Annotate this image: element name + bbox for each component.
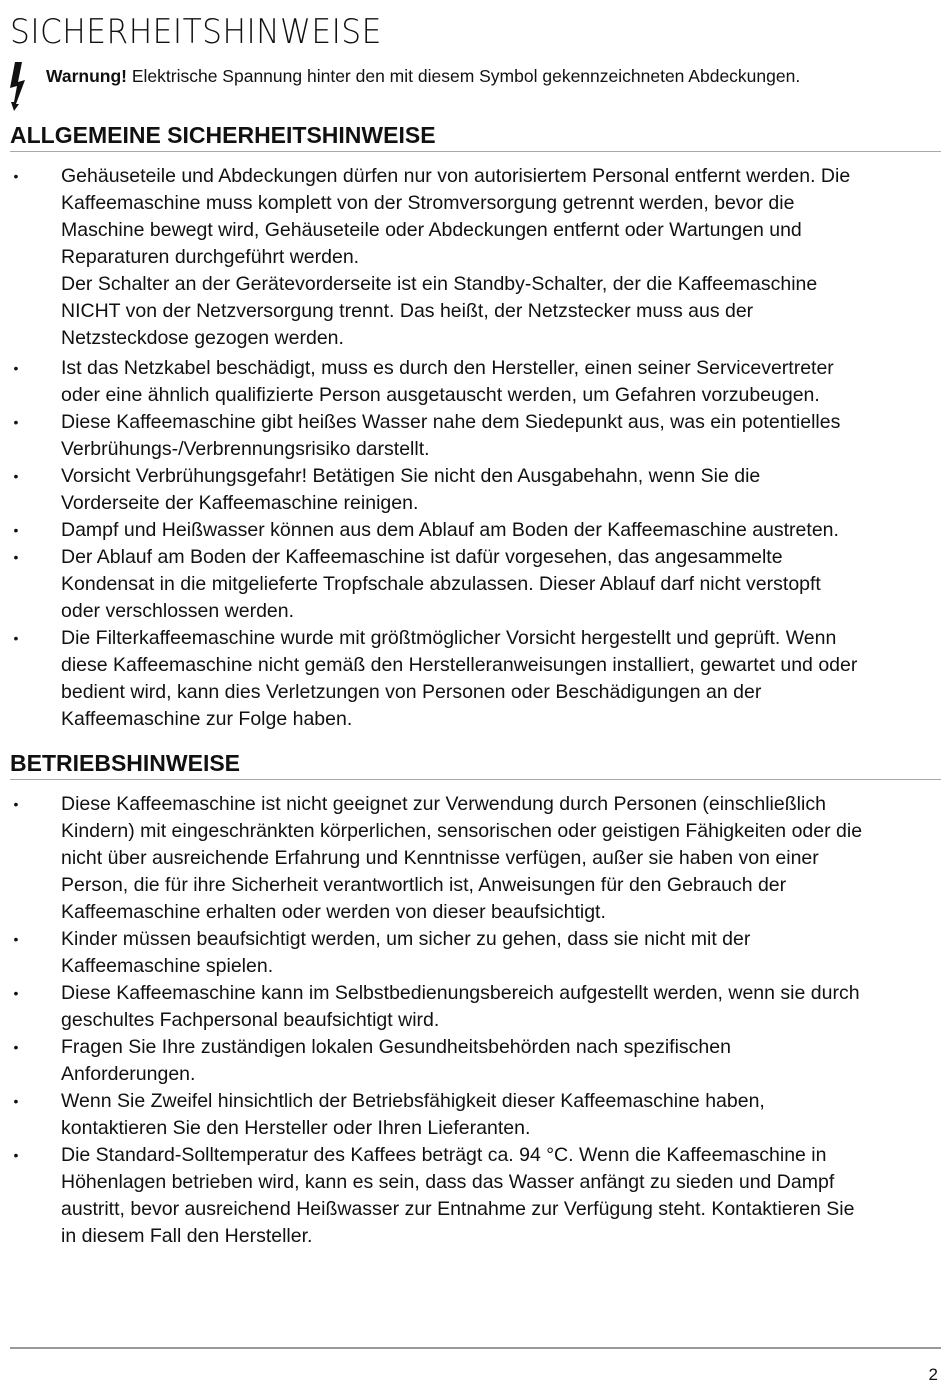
list-item-line: Maschine bewegt wird, Gehäuseteile oder Abdeckungen entfernt oder Wartungen und	[61, 219, 802, 241]
list-item-line: Die Standard-Solltemperatur des Kaffees beträgt ca. 94 °C. Wenn die Kaffeemaschine in	[61, 1144, 827, 1166]
list-item-line: Kinder müssen beaufsichtigt werden, um sicher zu gehen, dass sie nicht mit der	[61, 928, 751, 950]
list-item-line: NICHT von der Netzversorgung trennt. Das heißt, der Netzstecker muss aus der	[61, 300, 754, 322]
list-item	[10, 517, 942, 544]
list-item-line: oder verschlossen werden.	[61, 600, 295, 622]
list-item-line: Fragen Sie Ihre zuständigen lokalen Gesundheitsbehörden nach spezifischen	[61, 1036, 731, 1058]
list-item-line: Kindern) mit eingeschränkten körperlichen, sensorischen oder geistigen Fähigkeiten oder die	[61, 820, 863, 842]
list-item-line: nicht über ausreichende Erfahrung und Kenntnisse verfügen, außer sie haben von einer	[61, 847, 819, 869]
list-item-line: Diese Kaffeemaschine gibt heißes Wasser nahe dem Siedepunkt aus, was ein potentielles	[61, 411, 841, 433]
list-item	[10, 355, 942, 409]
list-item-line: Diese Kaffeemaschine ist nicht geeignet zur Verwendung durch Personen (einschließlich	[61, 793, 826, 815]
bullet-marker: •	[13, 360, 19, 376]
list-item	[10, 163, 942, 352]
list-item	[10, 1088, 942, 1142]
bullet-marker: •	[13, 630, 19, 646]
bullet-marker: •	[13, 796, 19, 812]
warning-message: Elektrische Spannung hinter den mit diesem Symbol gekennzeichneten Abdeckungen.	[127, 66, 801, 86]
list-item-line: Kondensat in die mitgelieferte Tropfschale abzulassen. Dieser Ablauf darf nicht verstopft	[61, 573, 821, 595]
page-number: 2	[928, 1365, 938, 1384]
list-item	[10, 544, 942, 625]
list-item	[10, 1142, 942, 1250]
list-item-line: geschultes Fachpersonal beaufsichtigt wird.	[61, 1009, 440, 1031]
list-item	[10, 463, 942, 517]
list-item-line: Kaffeemaschine spielen.	[61, 955, 274, 977]
list-item-line: Die Filterkaffeemaschine wurde mit größtmöglicher Vorsicht hergestellt und geprüft. Wenn	[61, 627, 837, 649]
operation-notes-list	[10, 791, 942, 1250]
list-item-line: Netzsteckdose gezogen werden.	[61, 327, 344, 349]
page-title: SICHERHEITSHINWEISE	[10, 12, 382, 52]
list-item-line: Gehäuseteile und Abdeckungen dürfen nur von autorisiertem Personal entfernt werden. Die	[61, 165, 851, 187]
list-item-line: Vorsicht Verbrühungsgefahr! Betätigen Sie nicht den Ausgabehahn, wenn Sie die	[61, 465, 761, 487]
list-item	[10, 625, 942, 733]
list-item-line: diese Kaffeemaschine nicht gemäß den Herstelleranweisungen installiert, gewartet und oder	[61, 654, 858, 676]
warning-notice	[8, 60, 938, 112]
bullet-marker: •	[13, 468, 19, 484]
bullet-marker: •	[13, 168, 19, 184]
list-item	[10, 409, 942, 463]
section-divider	[10, 151, 941, 152]
warning-label: Warnung!	[46, 66, 127, 86]
high-voltage-icon	[8, 60, 30, 112]
bullet-marker: •	[13, 931, 19, 947]
bullet-marker: •	[13, 1039, 19, 1055]
list-item-line: Ist das Netzkabel beschädigt, muss es durch den Hersteller, einen seiner Servicevertreter	[61, 357, 834, 379]
section-divider	[10, 779, 941, 780]
section-heading-general: ALLGEMEINE SICHERHEITSHINWEISE	[10, 122, 436, 148]
list-item-line: Der Schalter an der Gerätevorderseite ist ein Standby-Schalter, der die Kaffeemaschine	[61, 273, 818, 295]
section-heading-operation: BETRIEBSHINWEISE	[10, 750, 241, 776]
list-item	[10, 791, 942, 926]
list-item-line: Vorderseite der Kaffeemaschine reinigen.	[61, 492, 419, 514]
bullet-marker: •	[13, 1147, 19, 1163]
list-item-line: Dampf und Heißwasser können aus dem Ablauf am Boden der Kaffeemaschine austreten.	[61, 519, 839, 541]
list-item-line: Reparaturen durchgeführt werden.	[61, 246, 360, 268]
list-item-line: Diese Kaffeemaschine kann im Selbstbedienungsbereich aufgestellt werden, wenn sie durch	[61, 982, 860, 1004]
list-item-line: Kaffeemaschine zur Folge haben.	[61, 708, 353, 730]
list-item	[10, 926, 942, 980]
list-item-line: Der Ablauf am Boden der Kaffeemaschine ist dafür vorgesehen, das angesammelte	[61, 546, 783, 568]
list-item-line: Verbrühungs-/Verbrennungsrisiko darstellt.	[61, 438, 430, 460]
list-item-line: Kaffeemaschine muss komplett von der Stromversorgung getrennt werden, bevor die	[61, 192, 795, 214]
list-item-line: Wenn Sie Zweifel hinsichtlich der Betriebsfähigkeit dieser Kaffeemaschine haben,	[61, 1090, 765, 1112]
bullet-marker: •	[13, 1093, 19, 1109]
list-item	[10, 1034, 942, 1088]
list-item-line: in diesem Fall den Hersteller.	[61, 1225, 313, 1247]
list-item-line: austritt, bevor ausreichend Heißwasser zur Entnahme zur Verfügung steht. Kontaktieren Sie	[61, 1198, 855, 1220]
list-item-line: bedient wird, kann dies Verletzungen von Personen oder Beschädigungen an der	[61, 681, 762, 703]
bullet-marker: •	[13, 549, 19, 565]
bullet-marker: •	[13, 414, 19, 430]
warning-text	[46, 64, 800, 88]
list-item-line: kontaktieren Sie den Hersteller oder Ihren Lieferanten.	[61, 1117, 531, 1139]
bullet-marker: •	[13, 985, 19, 1001]
list-item-line: Kaffeemaschine erhalten oder werden von dieser beaufsichtigt.	[61, 901, 606, 923]
list-item-line: Höhenlagen betrieben wird, kann es sein, dass das Wasser anfängt zu sieden und Dampf	[61, 1171, 835, 1193]
footer-divider	[10, 1347, 941, 1349]
list-item	[10, 980, 942, 1034]
general-safety-list	[10, 163, 942, 733]
bullet-marker: •	[13, 522, 19, 538]
list-item-line: oder eine ähnlich qualifizierte Person ausgetauscht werden, um Gefahren vorzubeugen.	[61, 384, 820, 406]
list-item-line: Anforderungen.	[61, 1063, 196, 1085]
list-item-line: Person, die für ihre Sicherheit verantwortlich ist, Anweisungen für den Gebrauch der	[61, 874, 787, 896]
